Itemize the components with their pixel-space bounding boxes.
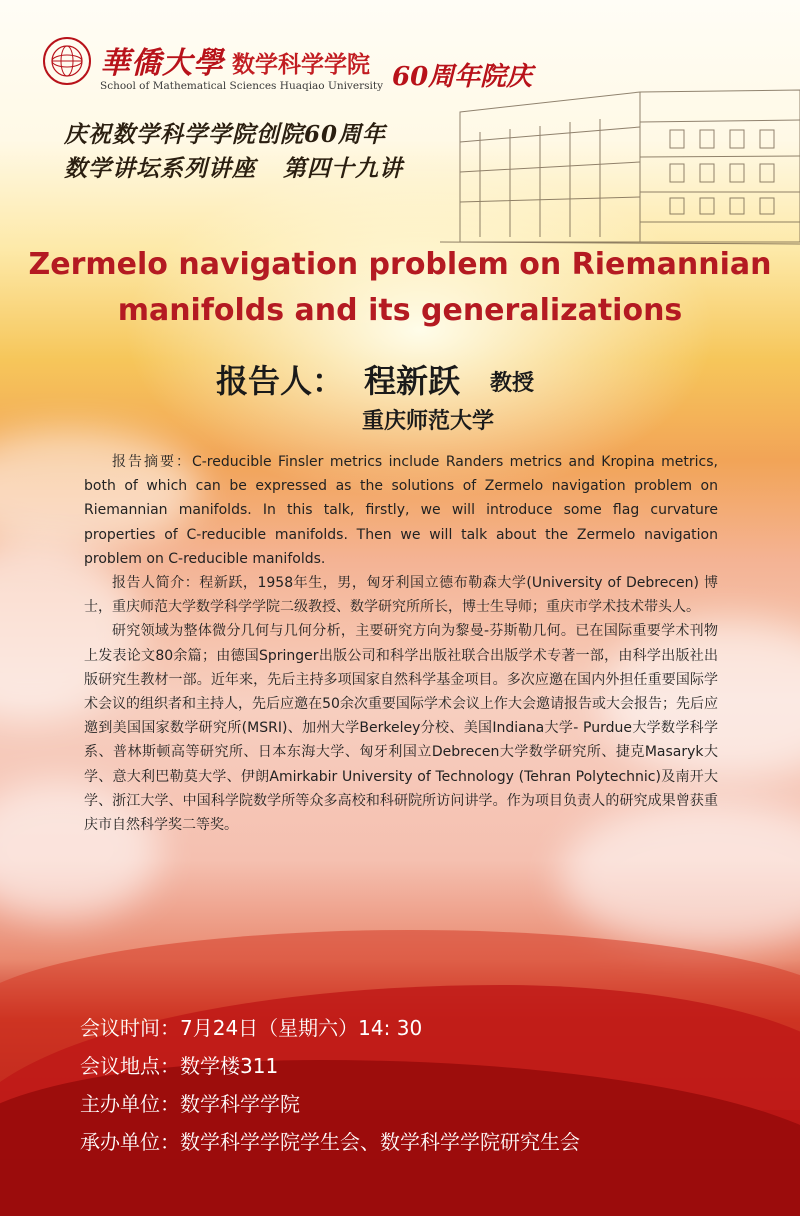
school-name: 数学科学学院 bbox=[232, 52, 370, 78]
talk-title-line2: manifolds and its generalizations bbox=[117, 293, 683, 328]
speaker-affiliation: 重庆师范大学 bbox=[362, 409, 495, 434]
speaker-title: 教授 bbox=[490, 371, 535, 396]
talk-title bbox=[0, 242, 800, 334]
university-name: 華僑大學 bbox=[100, 46, 224, 81]
speaker-label: 报告人： bbox=[216, 362, 345, 400]
abstract-paragraph: 报告摘要：C-reducible Finsler metrics include Randers metrics and Kropina metrics, both of which can be expressed as the solutions of Zermelo navigation problem on Riemannian manifolds. In this talk, firstly, we will introduce some flag curvature properties of C-reducible manifolds. Then we will talk about the Zermelo navigation problem on C-reducible manifolds. bbox=[84, 454, 718, 567]
university-logo bbox=[42, 36, 92, 86]
anniversary-label: 60周年院庆 bbox=[392, 62, 533, 92]
talk-title-line1: Zermelo navigation problem on Riemannian bbox=[28, 247, 772, 282]
meeting-time: 会议时间：7月24日（星期六）14: 30 bbox=[80, 1016, 423, 1040]
body-text bbox=[84, 450, 718, 837]
school-name-english: School of Mathematical Sciences Huaqiao University bbox=[100, 80, 383, 92]
series-title-line2: 数学讲坛系列讲座 第四十九讲 bbox=[64, 155, 404, 182]
research-paragraph: 研究领域为整体微分几何与几何分析，主要研究方向为黎曼-芬斯勒几何。已在国际重要学术刊物上发表论文80余篇；由德国Springer出版公司和科学出版社联合出版学术专著一部，由科学出版社出版研究生教材一部。近年来，先后主持多项国家自然科学基金项目。多次应邀在国内外担任重要国际学术会议的组织者和主持人，先后应邀在50余次重要国际学术会议上作大会邀请报告或大会报告；先后应邀到美国国家数学研究所(MSRI)、加州大学Berkeley分校、美国Indiana大学- Purdue大学数学科学系、普林斯顿高等研究所、日本东海大学、匈牙利国立Debrecen大学数学研究所、捷克Masaryk大学、意大利巴勒莫大学、伊朗Amirkabir University of Technology (Tehran Polytechnic)及南开大学、浙江大学、中国科学院数学所等众多高校和科研院所访问讲学。作为项目负责人的研究成果曾获重庆市自然科学奖二等奖。 bbox=[84, 623, 718, 834]
building-sketch bbox=[440, 72, 800, 252]
speaker-name: 程新跃 bbox=[364, 362, 461, 400]
organizer-unit: 承办单位：数学科学学院学生会、数学科学学院研究生会 bbox=[80, 1130, 580, 1154]
series-title-line1: 庆祝数学科学学院创院60周年 bbox=[64, 121, 387, 148]
bio-paragraph: 报告人简介：程新跃，1958年生，男，匈牙利国立德布勒森大学(University of Debrecen) 博士，重庆师范大学数学科学学院二级教授、数学研究所所长，博士生导师；重庆市学术技术带头人。 bbox=[84, 575, 718, 616]
meeting-place: 会议地点：数学楼311 bbox=[80, 1054, 279, 1078]
host-unit: 主办单位：数学科学学院 bbox=[80, 1092, 300, 1116]
